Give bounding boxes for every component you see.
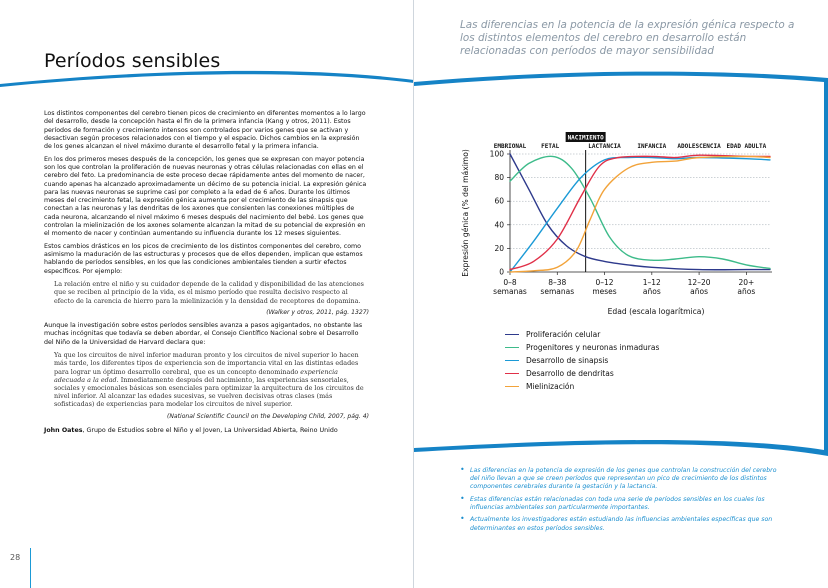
- page-number: 28: [10, 553, 21, 562]
- legend-item-sinapsis: [505, 354, 659, 367]
- paragraph-2: En los dos primeros meses después de la concepción, los genes que se expresan con mayor potencia son los que controlan la proliferación de nuevas neuronas y otras células relacionadas con ellas en el cerebro del feto. La predominancia de este proceso decae rápidamente antes del momento de nacer, cuando apenas ha alcanzado aproximadamente un décimo de su potencia inicial. La expresión génica para las nuevas neuronas se suprime casi por completo a la edad de 6 años. Durante los últimos meses del crecimiento fetal, la expresión génica aumenta por el crecimiento de las sinapsis que conectan a las neuronas y las dendritas de los axones que consienten las conexiones múltiples de cada neurona, alcanzando el nivel máximo 6 meses después del nacimiento del bebé. Los genes que controlan la mielinización de los axones solamente alcanzan la mitad de su potencial de expresión en el momento de nacer y continúan aumentando su influencia durante los 12 meses siguientes.: [44, 155, 367, 238]
- quote-nscdc-part2: . Inmediatamente después del nacimiento, las experiencias sensoriales, sociales y emocionales básicas son esenciales para optimizar la arquitectura de los circuitos de nivel inferior. Al alcanzar las edades sucesivas, se vuelven decisivas otras clases (más sofisticadas) de experiencias para modelar los circuitos de nivel superior.: [54, 375, 364, 409]
- x-tick-label: 20+: [738, 278, 755, 287]
- page-number-rule: [30, 548, 31, 588]
- header-swoosh-left: [0, 62, 414, 92]
- summary-bullet: • Estas diferencias están relacionadas con toda una serie de períodos sensibles en los cuales los influencias ambientales son particularmente importantes.: [460, 496, 780, 512]
- legend-item-mielinizacion: [505, 380, 659, 393]
- legend-label: Progenitores y neuronas inmaduras: [526, 343, 660, 352]
- y-tick-label: 100: [489, 149, 504, 159]
- paragraph-1: Los distintos componentes del cerebro tienen picos de crecimiento en diferentes momentos a lo largo del desarrollo, desde la concepción hasta el fin de la primera infancia (Kang y otros, 2011). Estos períodos de formación y crecimiento intensos son controlados por varios genes que se activan y desactivan según procesos relacionados con el tiempo y el espacio. Dichos cambios en la expresión de los genes alcanzan el nivel máximo durante el desarrollo fetal y la primera infancia.: [44, 110, 366, 151]
- summary-bullet: • Las diferencias en la potencia de expresión de los genes que controlan la construcción del cerebro del niño llevan a que se creen períodos que representan un pico de crecimiento de los distintos componentes cerebrales durante la gestación y la lactancia.: [460, 467, 780, 492]
- legend-swatch: [505, 347, 519, 349]
- y-tick-label: 60: [494, 196, 504, 206]
- x-tick-label: años: [642, 287, 661, 296]
- legend-item-proliferacion: [505, 328, 659, 341]
- summary-bullets: [460, 467, 780, 537]
- stage-label: INFANCIA: [637, 143, 667, 150]
- legend-item-progenitores: [505, 341, 659, 354]
- y-axis-label: Expresión génica (% del máximo): [461, 149, 470, 277]
- quote-nscdc: [54, 351, 369, 408]
- author-credit: [44, 427, 369, 435]
- chart-legend: [505, 328, 659, 393]
- article-body: [44, 110, 369, 439]
- x-tick-label: semanas: [540, 287, 575, 296]
- stage-label: ADOLESCENCIA: [677, 143, 721, 150]
- x-tick-label: meses: [592, 287, 617, 296]
- x-tick-label: 0–12: [595, 278, 614, 287]
- quote-nscdc-part1: Ya que los circuitos de nivel inferior maduran pronto y los circuitos de nivel superior lo hacen más tarde, los diferentes tipos de experiencia son de importancia vital en las distintas edades para lograr un óptimo desarrollo cerebral, que es un concepto denominado: [54, 351, 359, 376]
- gene-expression-chart: [458, 122, 798, 322]
- paragraph-4: Aunque la investigación sobre estos períodos sensibles avanza a pasos agigantados, no obstante las muchas incógnitas que todavía se deben abordar, el Consejo Científico Nacional sobre el Desarrollo del Niño de la Universidad de Harvard declara que:: [44, 322, 363, 346]
- x-axis-label: Edad (escala logarítmica): [607, 307, 705, 316]
- summary-bullet: • Actualmente los investigadores están estudiando las influencias ambientales específicas que son determinantes en estos períodos sensibles.: [460, 516, 780, 532]
- y-tick-label: 80: [494, 173, 504, 183]
- stage-label: FETAL: [541, 143, 560, 150]
- author-name: John Oates: [44, 426, 83, 434]
- right-headline: Las diferencias en la potencia de la expresión génica respecto a los distintos elementos del cerebro en desarrollo están relacionadas con períodos de mayor sensibilidad: [460, 19, 795, 57]
- legend-item-dendritas: [505, 367, 659, 380]
- stage-label: EDAD ADULTA: [726, 143, 767, 150]
- stage-label: EMBRIONAL: [493, 143, 527, 150]
- x-tick-label: años: [737, 287, 756, 296]
- stage-label: LACTANCIA: [588, 143, 621, 150]
- series-sinapsis: [510, 157, 770, 272]
- series-progenitores: [510, 156, 770, 268]
- x-tick-label: 8–38: [548, 278, 567, 287]
- x-tick-label: 1–12: [642, 278, 661, 287]
- legend-swatch: [505, 360, 519, 362]
- quote-nscdc-source: (National Scientific Council on the Developing Child, 2007, pág. 4): [166, 412, 369, 420]
- y-tick-label: 20: [494, 243, 504, 253]
- x-tick-label: años: [690, 287, 709, 296]
- legend-label: Desarrollo de sinapsis: [526, 356, 609, 365]
- legend-swatch: [505, 373, 519, 375]
- paragraph-3: Estos cambios drásticos en los picos de crecimiento de los distintos componentes del cerebro, como asimismo la maduración de las estructuras y procesos que de ellos dependen, implican que estamos hablando de períodos sensibles, en los que las condiciones ambientales tienden a surtir efectos específicos. Por ejemplo:: [44, 242, 363, 275]
- legend-swatch: [505, 334, 519, 336]
- birth-label: NACIMIENTO: [567, 134, 604, 142]
- x-tick-label: semanas: [493, 287, 527, 296]
- x-tick-label: 0–8: [503, 278, 517, 287]
- legend-label: Proliferación celular: [526, 330, 601, 339]
- y-tick-label: 0: [499, 267, 504, 277]
- series-dendritas: [510, 155, 770, 269]
- legend-label: Mielinización: [526, 382, 575, 391]
- series-mielinizacion: [510, 156, 770, 272]
- author-affiliation: , Grupo de Estudios sobre el Niño y el Joven, La Universidad Abierta, Reino Unido: [82, 426, 338, 434]
- quote-walker: La relación entre el niño y su cuidador depende de la calidad y disponibilidad de las atenciones que se reciben al principio de la vida, es el mismo período que resulta decisivo respecto al efecto de la carencia de hierro para la mielinización y la densidad de receptores de dopamina.: [54, 280, 364, 305]
- y-tick-label: 40: [494, 220, 504, 230]
- quote-walker-source: (Walker y otros, 2011, pág. 1327): [266, 308, 369, 316]
- page-title: Períodos sensibles: [44, 50, 221, 72]
- series-proliferacion: [510, 154, 770, 270]
- x-tick-label: 12–20: [687, 278, 711, 287]
- legend-swatch: [505, 386, 519, 388]
- legend-label: Desarrollo de dendritas: [526, 369, 614, 378]
- quote-nscdc-emphasis: experiencia adecuada a la edad: [54, 367, 338, 384]
